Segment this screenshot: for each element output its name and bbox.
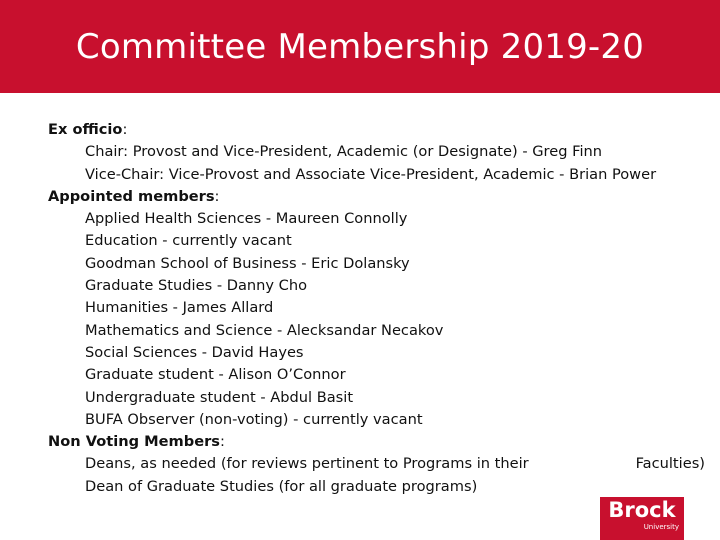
deans-faculties-text: Faculties) <box>635 455 705 473</box>
appointed-label: Appointed members <box>48 187 215 205</box>
list-item: BUFA Observer (non-voting) - currently vacant <box>85 410 423 428</box>
dean-grad-line: Dean of Graduate Studies (for all graduate programs) <box>85 477 478 495</box>
ex-officio-colon: : <box>122 121 128 138</box>
logo-wordmark: Brock <box>608 498 676 522</box>
appointed-colon: : <box>214 187 220 205</box>
vice-chair-line <box>48 164 678 186</box>
ex-officio-label: Ex officio <box>48 121 123 138</box>
membership-list <box>48 119 705 498</box>
logo-subtext: University <box>643 523 679 531</box>
chair-line: Chair: Provost and Vice-President, Academic (or Designate) - Greg Finn <box>85 143 603 161</box>
list-item: Undergraduate student - Abdul Basit <box>85 388 354 406</box>
vice-chair-text: Vice-Chair: Vice-Provost and Associate Vice-President, Academic - Brian Power <box>85 165 657 183</box>
list-item: Goodman School of Business - Eric Dolansky <box>85 254 410 272</box>
deans-line <box>48 453 705 475</box>
list-item: Graduate Studies - Danny Cho <box>85 277 308 295</box>
title-bar <box>0 0 720 93</box>
ex-officio-heading <box>48 119 678 141</box>
slide-title: Committee Membership 2019-20 <box>75 26 645 67</box>
deans-text: Deans, as needed (for reviews pertinent to Programs in their <box>85 455 529 473</box>
list-item: Social Sciences - David Hayes <box>85 343 304 361</box>
non-voting-heading <box>48 431 678 453</box>
non-voting-label: Non Voting Members <box>48 433 220 451</box>
brock-university-logo <box>600 497 684 540</box>
list-item: Applied Health Sciences - Maureen Connolly <box>85 210 408 228</box>
list-item: Education - currently vacant <box>85 232 292 250</box>
appointed-heading <box>48 186 678 208</box>
list-item: Humanities - James Allard <box>85 299 274 317</box>
non-voting-colon: : <box>219 433 225 451</box>
list-item: Graduate student - Alison O’Connor <box>85 366 346 384</box>
list-item: Mathematics and Science - Alecksandar Necakov <box>85 321 444 339</box>
